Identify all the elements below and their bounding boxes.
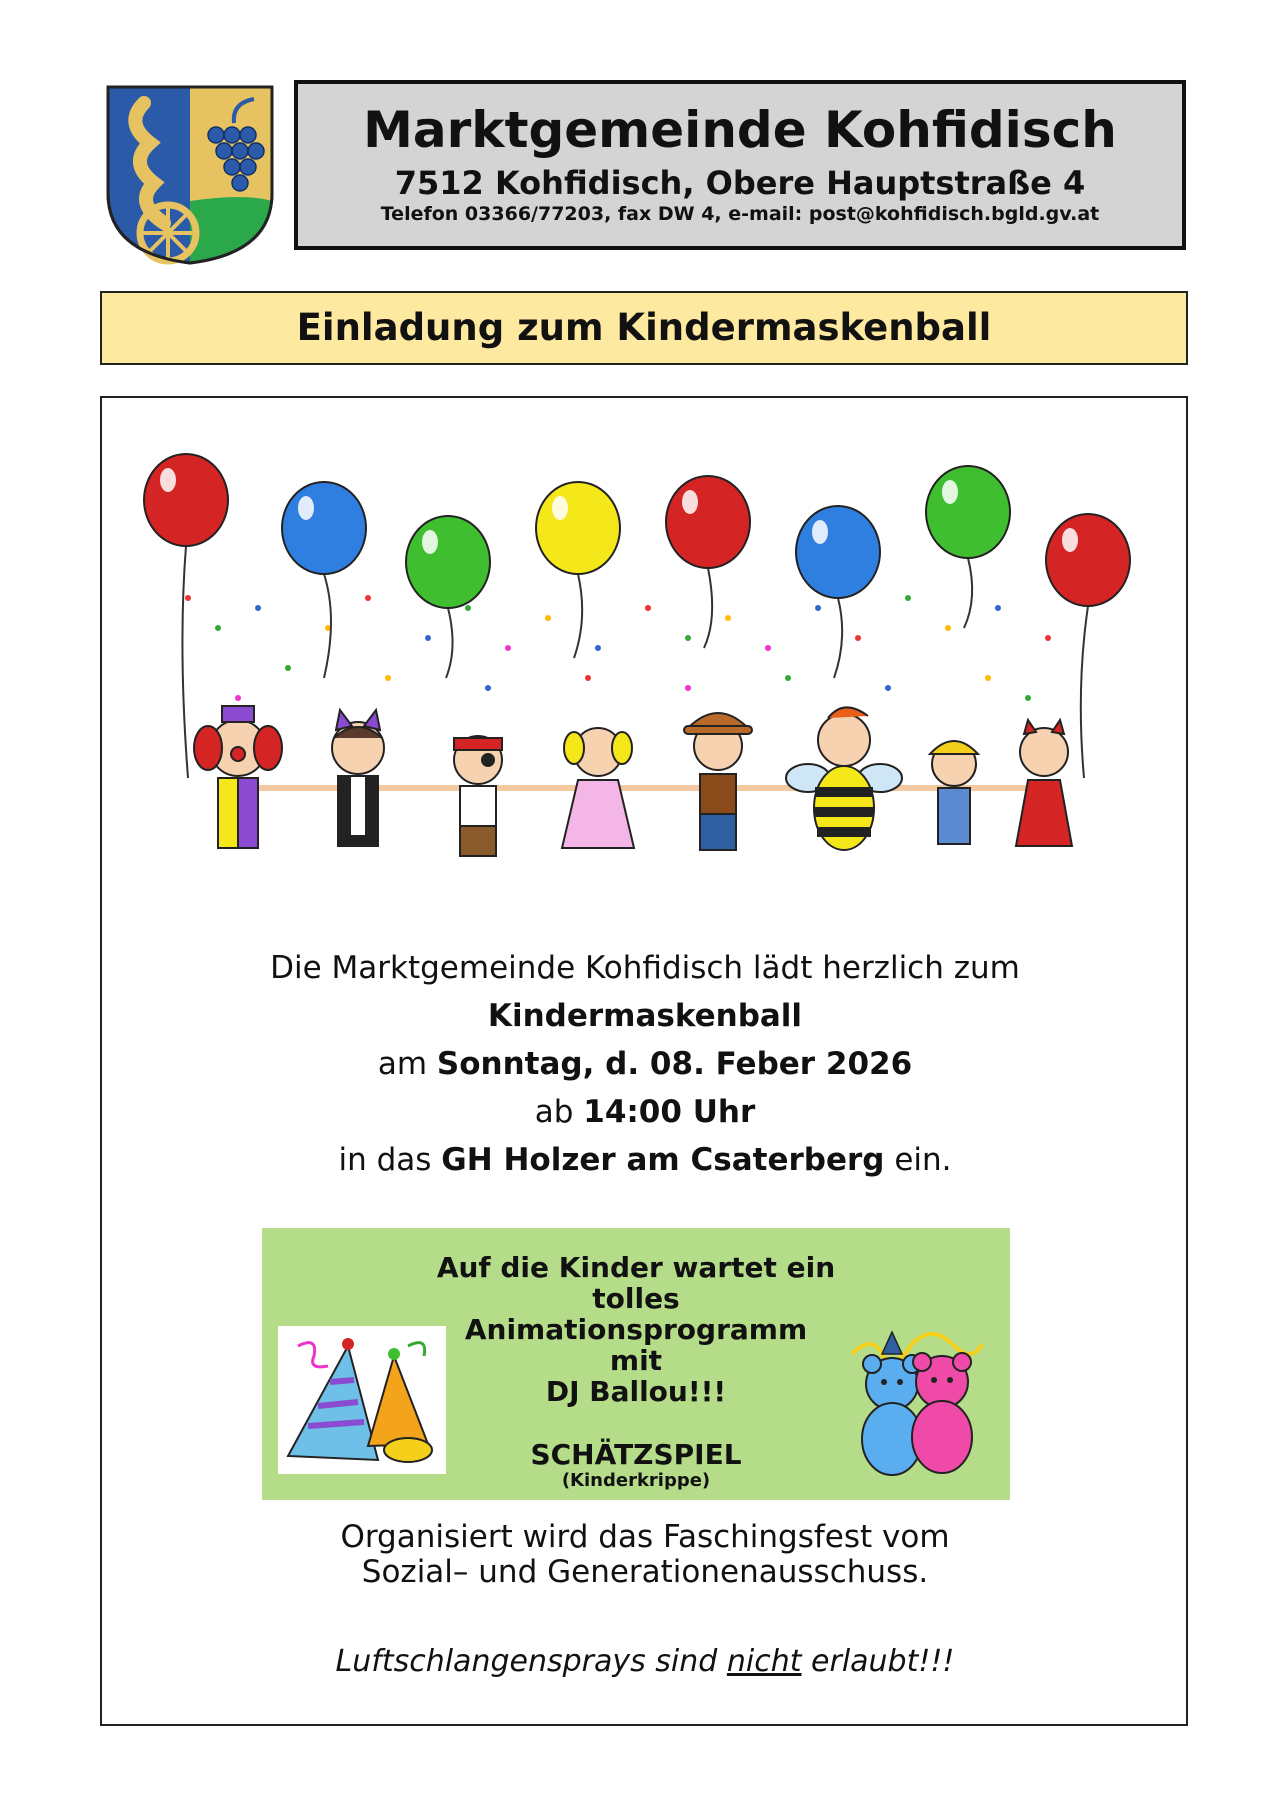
event-venue-line [160, 1136, 1130, 1184]
teddy-bears-icon [842, 1324, 992, 1480]
banner-title: Einladung zum Kindermaskenball [296, 306, 992, 349]
organizer-line-2: Sozial– und Generationenausschuss. [361, 1554, 929, 1590]
balloons-children-illustration [128, 448, 1142, 890]
organizer-text [160, 1520, 1130, 1590]
program-line-3: mit [609, 1344, 663, 1377]
date-prefix: am [377, 1046, 428, 1082]
warning-emphasis: nicht [726, 1644, 802, 1679]
party-hat-icon [278, 1326, 446, 1474]
municipality-header [294, 80, 1186, 250]
invitation-text [160, 944, 1130, 1184]
municipality-contact: Telefon 03366/77203, fax DW 4, e-mail: post@kohfidisch.bgld.gv.at [380, 203, 1100, 225]
invitation-banner [100, 291, 1188, 365]
municipality-address: 7512 Kohfidisch, Obere Hauptstraße 4 [394, 164, 1086, 202]
confetti-icon [185, 595, 1051, 701]
warning-before: Luftschlangensprays sind [335, 1644, 718, 1679]
event-venue: GH Holzer am Csaterberg [441, 1142, 885, 1178]
costumed-children-icon [194, 706, 1072, 856]
balloon-icon [144, 454, 1130, 608]
coat-of-arms-icon [104, 83, 276, 267]
event-date: Sonntag, d. 08. Feber 2026 [436, 1046, 913, 1082]
program-dj: DJ Ballou!!! [545, 1375, 727, 1408]
program-box [262, 1228, 1010, 1500]
program-game: SCHÄTZSPIEL [530, 1438, 742, 1471]
event-time: 14:00 Uhr [583, 1094, 756, 1130]
venue-suffix: ein. [894, 1142, 952, 1178]
program-line-1: Auf die Kinder wartet ein tolles [436, 1251, 836, 1315]
event-time-line [160, 1088, 1130, 1136]
warning-after: erlaubt!!! [811, 1644, 955, 1679]
spray-warning [160, 1644, 1130, 1679]
program-text [432, 1252, 840, 1492]
time-prefix: ab [534, 1094, 574, 1130]
organizer-line-1: Organisiert wird das Faschingsfest vom [340, 1519, 950, 1555]
program-line-2: Animationsprogramm [464, 1313, 808, 1346]
program-game-note: (Kinderkrippe) [561, 1470, 711, 1491]
venue-prefix: in das [338, 1142, 432, 1178]
municipality-name: Marktgemeinde Kohfidisch [363, 101, 1117, 159]
event-date-line [160, 1040, 1130, 1088]
invitation-intro: Die Marktgemeinde Kohfidisch lädt herzlich zum [270, 950, 1020, 986]
event-name: Kindermaskenball [487, 998, 803, 1034]
